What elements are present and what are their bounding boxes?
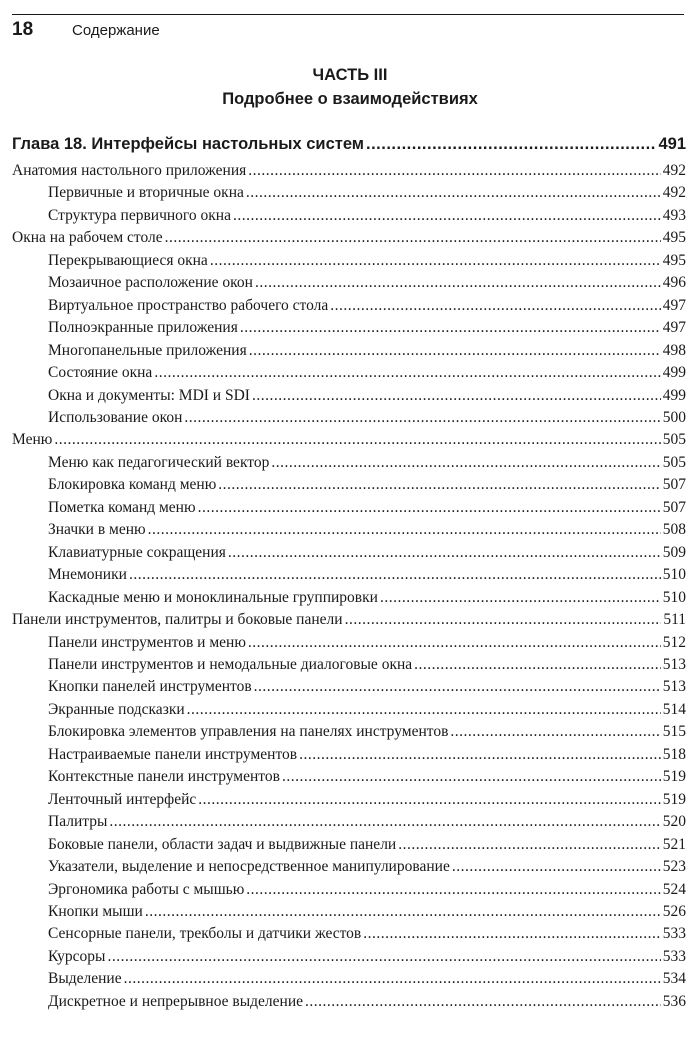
dot-leader (252, 385, 661, 407)
toc-entry-page: 536 (662, 992, 686, 1010)
dot-leader (218, 474, 660, 496)
dot-leader (109, 811, 660, 833)
toc-subsection-entry[interactable] (12, 182, 686, 204)
toc-entry-page: 518 (662, 745, 686, 763)
toc-entry-page: 515 (662, 723, 686, 741)
toc-entry-page: 513 (662, 678, 686, 696)
toc-entry-page: 499 (662, 364, 686, 382)
dot-leader (366, 128, 656, 160)
toc-entry-page: 492 (662, 162, 686, 179)
page-number: 18 (12, 19, 34, 40)
toc-subsection-entry[interactable] (12, 811, 686, 833)
toc-entry-title: Экранные подсказки (48, 700, 185, 718)
dot-leader (145, 901, 661, 923)
dot-leader (148, 519, 661, 541)
toc-subsection-entry[interactable] (12, 519, 686, 541)
dot-leader (398, 834, 661, 856)
toc-entry-title: Указатели, выделение и непосредственное манипулирование (48, 858, 450, 876)
dot-leader (452, 856, 661, 878)
dot-leader (305, 991, 661, 1013)
dot-leader (248, 632, 661, 654)
dot-leader (184, 407, 660, 429)
toc-entry-page: 510 (662, 588, 686, 606)
dot-leader (246, 182, 661, 204)
toc-subsection-entry[interactable] (12, 654, 686, 676)
toc-subsection-entry[interactable] (12, 946, 686, 968)
toc-subsection-entry[interactable] (12, 452, 686, 474)
toc-entry-page: 495 (662, 229, 686, 247)
toc-subsection-entry[interactable] (12, 317, 686, 339)
toc-entry-page: 496 (662, 274, 686, 292)
running-title: Содержание (72, 22, 160, 39)
toc-subsection-entry[interactable] (12, 632, 686, 654)
dot-leader (254, 676, 661, 698)
dot-leader (249, 340, 661, 362)
toc-entry-title: Состояние окна (48, 364, 153, 382)
toc-entry-title: Полноэкранные приложения (48, 319, 238, 337)
toc-entry-title: Ленточный интерфейс (48, 790, 197, 808)
toc-entry-title: Панели инструментов и немодальные диалоговые окна (48, 655, 413, 673)
toc-entry-page: 497 (662, 296, 686, 314)
dot-leader (124, 968, 661, 990)
dot-leader (129, 564, 661, 586)
dot-leader (187, 699, 661, 721)
toc-entry-page: 495 (662, 251, 686, 269)
toc-entry-page: 526 (662, 902, 686, 920)
toc-entry-title: Меню (12, 431, 53, 449)
toc-entry-page: 521 (662, 835, 686, 853)
toc-entry-title: Виртуальное пространство рабочего стола (48, 296, 329, 314)
toc-subsection-entry[interactable] (12, 340, 686, 362)
toc-subsection-entry[interactable] (12, 834, 686, 856)
dot-leader (450, 721, 660, 743)
toc-entry-title: Мозаичное расположение окон (48, 274, 253, 292)
toc-subsection-entry[interactable] (12, 295, 686, 317)
toc-entry-page: 514 (662, 700, 686, 718)
toc-entry-title: Анатомия настольного приложения (12, 162, 247, 179)
toc-entry-page: 499 (662, 386, 686, 404)
dot-leader (330, 295, 660, 317)
running-header (12, 14, 684, 45)
dot-leader (107, 946, 660, 968)
toc-entry-title: Курсоры (48, 947, 106, 965)
toc-entry-page: 524 (662, 880, 686, 898)
toc-subsection-entry[interactable] (12, 564, 686, 586)
toc-subsection-entry[interactable] (12, 789, 686, 811)
toc-entry-page: 508 (662, 521, 686, 539)
toc-subsection-entry[interactable] (12, 587, 686, 609)
dot-leader (345, 609, 662, 631)
toc-entry-title: Первичные и вторичные окна (48, 184, 244, 202)
toc-subsection-entry[interactable] (12, 474, 686, 496)
toc-entry-title: Дискретное и непрерывное выделение (48, 992, 303, 1010)
toc-entry-title: Эргономика работы с мышью (48, 880, 245, 898)
dot-leader (363, 923, 660, 945)
toc-entry-page: 507 (662, 476, 686, 494)
toc-section-entry[interactable] (12, 160, 686, 182)
toc-entry-title: Мнемоники (48, 566, 127, 584)
toc-entry-title: Панели инструментов, палитры и боковые панели (12, 611, 343, 629)
toc-subsection-entry[interactable] (12, 744, 686, 766)
part-label: ЧАСТЬ III (312, 66, 388, 84)
toc-entry-title: Кнопки мыши (48, 902, 143, 920)
toc-entry-page: 533 (662, 925, 686, 943)
toc-entry-page: 533 (662, 947, 686, 965)
toc-subsection-entry[interactable] (12, 272, 686, 294)
toc-subsection-entry[interactable] (12, 362, 686, 384)
toc-subsection-entry[interactable] (12, 497, 686, 519)
toc-entry-title: Каскадные меню и моноклинальные группировки (48, 588, 378, 606)
toc-entry-page: 498 (662, 341, 686, 359)
dot-leader (255, 272, 661, 294)
toc-entry-page: 523 (662, 858, 686, 876)
dot-leader (271, 452, 660, 474)
toc-entry-title: Клавиатурные сокращения (48, 543, 226, 561)
toc-section-entry[interactable] (12, 609, 686, 631)
toc-entry-page: 513 (662, 655, 686, 673)
toc-subsection-entry[interactable] (12, 991, 686, 1013)
toc-subsection-entry[interactable] (12, 385, 686, 407)
toc-chapter-entry[interactable] (12, 128, 686, 160)
toc-section-entry[interactable] (12, 429, 686, 451)
toc-entry-page: 519 (662, 790, 686, 808)
toc-section-entry[interactable] (12, 227, 686, 249)
dot-leader (198, 789, 660, 811)
toc-entry-page: 493 (662, 206, 686, 224)
toc-entry-title: Значки в меню (48, 521, 146, 539)
dot-leader (154, 362, 660, 384)
toc-entry-title: Пометка команд меню (48, 498, 196, 516)
toc-entry-page: 510 (662, 566, 686, 584)
dot-leader (246, 879, 660, 901)
toc-entry-title: Перекрывающиеся окна (48, 251, 208, 269)
dot-leader (228, 542, 661, 564)
toc-entry-title: Контекстные панели инструментов (48, 768, 280, 786)
toc-subsection-entry[interactable] (12, 901, 686, 923)
dot-leader (240, 317, 661, 339)
toc-subsection-entry[interactable] (12, 856, 686, 878)
toc-entry-title: Сенсорные панели, трекболы и датчики жестов (48, 925, 362, 943)
dot-leader (299, 744, 661, 766)
table-of-contents (12, 128, 686, 1013)
toc-entry-title: Структура первичного окна (48, 206, 231, 224)
toc-entry-title: Окна на рабочем столе (12, 229, 163, 247)
toc-entry-title: Блокировка команд меню (48, 476, 217, 494)
toc-entry-title: Многопанельные приложения (48, 341, 247, 359)
toc-entry-title: Панели инструментов и меню (48, 633, 246, 651)
toc-subsection-entry[interactable] (12, 766, 686, 788)
toc-subsection-entry[interactable] (12, 542, 686, 564)
toc-entry-title: Кнопки панелей инструментов (48, 678, 252, 696)
dot-leader (233, 205, 661, 227)
dot-leader (198, 497, 661, 519)
toc-subsection-entry[interactable] (12, 205, 686, 227)
toc-subsection-entry[interactable] (12, 923, 686, 945)
toc-entry-page: 497 (662, 319, 686, 337)
toc-entry-page: 505 (662, 453, 686, 471)
toc-subsection-entry[interactable] (12, 407, 686, 429)
dot-leader (282, 766, 661, 788)
toc-subsection-entry[interactable] (12, 879, 686, 901)
toc-entry-page: 492 (662, 184, 686, 202)
toc-subsection-entry[interactable] (12, 968, 686, 990)
dot-leader (165, 227, 661, 249)
part-heading (0, 63, 700, 111)
toc-entry-page: 509 (662, 543, 686, 561)
toc-entry-page: 520 (662, 813, 686, 831)
toc-entry-title: Окна и документы: MDI и SDI (48, 386, 250, 404)
dot-leader (414, 654, 661, 676)
toc-entry-page: 512 (662, 633, 686, 651)
toc-entry-title: Выделение (48, 970, 122, 988)
part-title: Подробнее о взаимодействиях (222, 90, 478, 108)
toc-entry-title: Меню как педагогический вектор (48, 453, 270, 471)
toc-entry-title: Настраиваемые панели инструментов (48, 745, 298, 763)
toc-subsection-entry[interactable] (12, 676, 686, 698)
toc-entry-page: 507 (662, 498, 686, 516)
toc-entry-page: 500 (662, 408, 686, 426)
toc-entry-page: 491 (658, 135, 686, 153)
toc-entry-page: 511 (663, 611, 686, 629)
toc-entry-page: 534 (662, 970, 686, 988)
toc-entry-title: Боковые панели, области задач и выдвижные панели (48, 835, 397, 853)
toc-entry-page: 519 (662, 768, 686, 786)
toc-entry-title: Блокировка элементов управления на панелях инструментов (48, 723, 449, 741)
dot-leader (54, 429, 660, 451)
dot-leader (248, 160, 660, 182)
toc-entry-title: Палитры (48, 813, 108, 831)
toc-entry-page: 505 (662, 431, 686, 449)
toc-entry-title: Глава 18. Интерфейсы настольных систем (12, 135, 364, 153)
toc-subsection-entry[interactable] (12, 250, 686, 272)
toc-subsection-entry[interactable] (12, 721, 686, 743)
dot-leader (380, 587, 661, 609)
toc-entry-title: Использование окон (48, 408, 183, 426)
toc-subsection-entry[interactable] (12, 699, 686, 721)
dot-leader (210, 250, 661, 272)
